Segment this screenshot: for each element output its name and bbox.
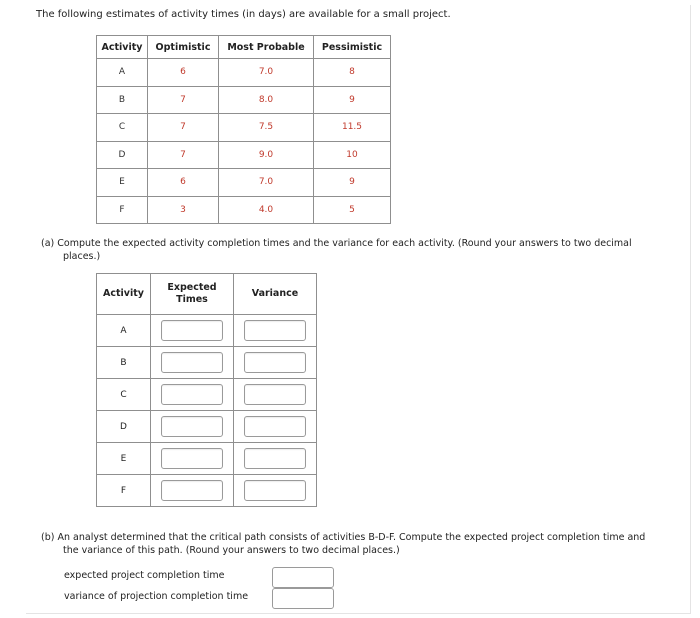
col-variance: Variance — [233, 274, 316, 315]
variance-cell — [233, 443, 316, 475]
question-a-text-cont: places.) — [63, 251, 101, 262]
expected-completion-input[interactable] — [272, 567, 334, 588]
optimistic-cell: 6 — [148, 59, 219, 87]
table-row — [97, 347, 317, 379]
activity-cell: F — [97, 475, 151, 507]
variance-input[interactable] — [244, 352, 306, 373]
pessimistic-cell: 5 — [314, 196, 391, 224]
table-row — [97, 379, 317, 411]
answer-table-a — [96, 273, 317, 507]
expected-time-input[interactable] — [161, 416, 223, 437]
activity-cell: C — [97, 114, 148, 142]
table-row — [97, 114, 391, 142]
table-row — [97, 86, 391, 114]
table-row — [97, 443, 317, 475]
question-a — [41, 237, 681, 263]
variance-input[interactable] — [244, 416, 306, 437]
table-header-row — [97, 36, 391, 59]
variance-cell — [233, 475, 316, 507]
question-b-label: (b) — [41, 532, 55, 543]
expected-time-cell — [150, 475, 233, 507]
pessimistic-cell: 8 — [314, 59, 391, 87]
question-b-text-cont: the variance of this path. (Round your answers to two decimal places.) — [63, 545, 400, 556]
variance-cell — [233, 411, 316, 443]
activity-cell: B — [97, 86, 148, 114]
col-activity: Activity — [97, 36, 148, 59]
optimistic-cell: 7 — [148, 114, 219, 142]
most-probable-cell: 7.0 — [219, 169, 314, 197]
most-probable-cell: 4.0 — [219, 196, 314, 224]
pessimistic-cell: 10 — [314, 141, 391, 169]
most-probable-cell: 8.0 — [219, 86, 314, 114]
optimistic-cell: 7 — [148, 86, 219, 114]
variance-input[interactable] — [244, 320, 306, 341]
table-row — [97, 169, 391, 197]
col-expected-times-line2: Times — [176, 294, 208, 305]
optimistic-cell: 3 — [148, 196, 219, 224]
activity-estimates-table — [96, 35, 391, 224]
variance-cell — [233, 315, 316, 347]
activity-cell: A — [97, 315, 151, 347]
pessimistic-cell: 11.5 — [314, 114, 391, 142]
col-optimistic: Optimistic — [148, 36, 219, 59]
col-expected-times-line1: Expected — [167, 282, 217, 293]
expected-time-cell — [150, 411, 233, 443]
variance-input[interactable] — [244, 384, 306, 405]
question-a-label: (a) — [41, 238, 55, 249]
variance-completion-input[interactable] — [272, 588, 334, 609]
expected-time-cell — [150, 347, 233, 379]
variance-completion-label: variance of projection completion time — [64, 591, 249, 602]
activity-cell: D — [97, 141, 148, 169]
table-row — [97, 411, 317, 443]
expected-time-input[interactable] — [161, 320, 223, 341]
table-row — [97, 315, 317, 347]
expected-time-input[interactable] — [161, 448, 223, 469]
question-a-text: Compute the expected activity completion times and the variance for each activity. (Round your answers to two decimal — [57, 238, 632, 249]
activity-cell: E — [97, 443, 151, 475]
expected-time-input[interactable] — [161, 384, 223, 405]
expected-completion-label: expected project completion time — [64, 570, 225, 581]
variance-input[interactable] — [244, 448, 306, 469]
col-most-probable: Most Probable — [219, 36, 314, 59]
pessimistic-cell: 9 — [314, 86, 391, 114]
question-b — [41, 531, 681, 557]
table-header-row — [97, 274, 317, 315]
pessimistic-cell: 9 — [314, 169, 391, 197]
activity-cell: A — [97, 59, 148, 87]
expected-time-cell — [150, 443, 233, 475]
activity-cell: B — [97, 347, 151, 379]
table-row — [97, 196, 391, 224]
col-expected-times — [150, 274, 233, 315]
variance-cell — [233, 347, 316, 379]
most-probable-cell: 7.0 — [219, 59, 314, 87]
expected-time-input[interactable] — [161, 480, 223, 501]
most-probable-cell: 9.0 — [219, 141, 314, 169]
table-row — [97, 59, 391, 87]
expected-time-cell — [150, 315, 233, 347]
variance-input[interactable] — [244, 480, 306, 501]
col-pessimistic: Pessimistic — [314, 36, 391, 59]
expected-time-input[interactable] — [161, 352, 223, 373]
question-b-text: An analyst determined that the critical path consists of activities B-D-F. Compute the expected project completion time and — [57, 532, 646, 543]
expected-time-cell — [150, 379, 233, 411]
activity-cell: D — [97, 411, 151, 443]
most-probable-cell: 7.5 — [219, 114, 314, 142]
table-row — [97, 141, 391, 169]
activity-cell: C — [97, 379, 151, 411]
optimistic-cell: 6 — [148, 169, 219, 197]
intro-text: The following estimates of activity times (in days) are available for a small project. — [36, 9, 451, 20]
optimistic-cell: 7 — [148, 141, 219, 169]
variance-cell — [233, 379, 316, 411]
col-activity: Activity — [97, 274, 151, 315]
table-row — [97, 475, 317, 507]
activity-cell: E — [97, 169, 148, 197]
activity-cell: F — [97, 196, 148, 224]
